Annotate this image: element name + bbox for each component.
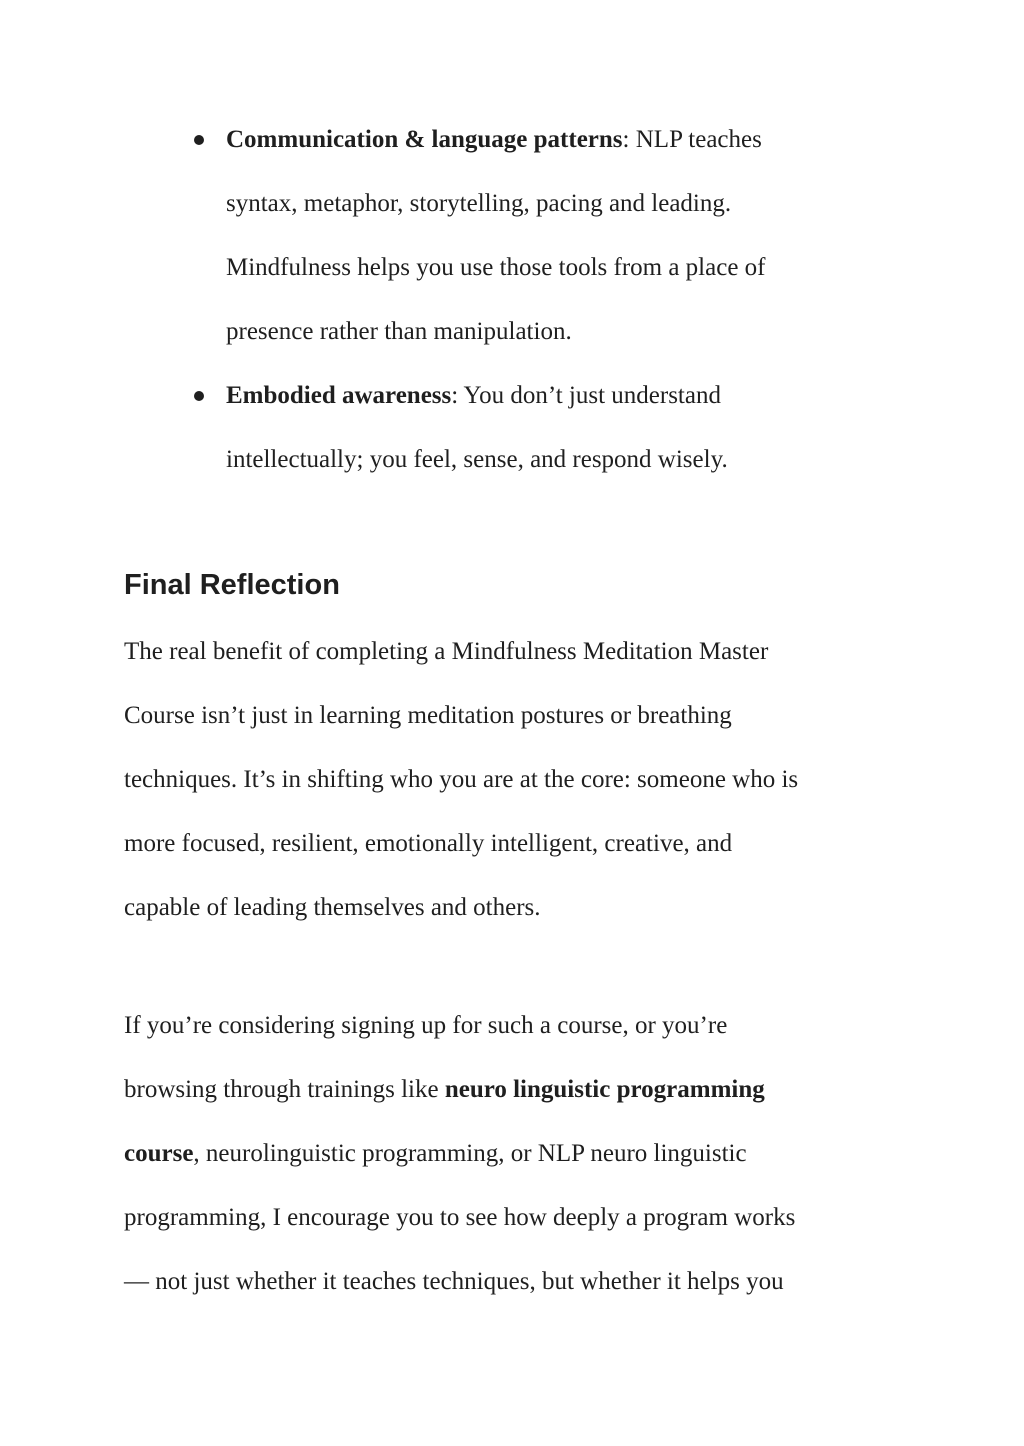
bullet-term: Communication & language patterns [226,126,623,153]
paragraph-line: techniques. It’s in shifting who you are at the core: someone who is [124,766,799,793]
bullet-dot-icon [194,135,204,145]
section-heading: Final Reflection [124,569,340,601]
paragraph-line [124,1138,747,1170]
paragraph-line: more focused, resilient, emotionally intelligent, creative, and [124,830,733,857]
bullet-item-line: syntax, metaphor, storytelling, pacing and leading. [226,190,732,217]
paragraph-line: If you’re considering signing up for such a course, or you’re [124,1012,728,1039]
paragraph-line: capable of leading themselves and others. [124,894,541,921]
paragraph-line: Course isn’t just in learning meditation postures or breathing [124,702,732,729]
bullet-item-line [226,124,762,156]
paragraph-text: , neurolinguistic programming, or NLP neuro linguistic [193,1140,747,1167]
bullet-text: : NLP teaches [622,126,762,153]
paragraph-line: programming, I encourage you to see how deeply a program works [124,1204,796,1231]
bullet-dot-icon [194,391,204,401]
keyword-bold: course [124,1140,194,1167]
paragraph-line: The real benefit of completing a Mindfulness Meditation Master [124,638,769,665]
paragraph-text: browsing through trainings like [124,1076,445,1103]
bullet-item-line: Mindfulness helps you use those tools from a place of [226,254,766,281]
bullet-term: Embodied awareness [226,382,452,409]
bullet-text: : You don’t just understand [451,382,721,409]
bullet-item-line [226,380,721,412]
paragraph-line [124,1074,765,1106]
bullet-item-line: presence rather than manipulation. [226,318,572,345]
keyword-bold: neuro linguistic programming [444,1076,765,1103]
paragraph-line: — not just whether it teaches techniques, but whether it helps you [124,1268,784,1295]
bullet-item-line: intellectually; you feel, sense, and respond wisely. [226,446,728,473]
